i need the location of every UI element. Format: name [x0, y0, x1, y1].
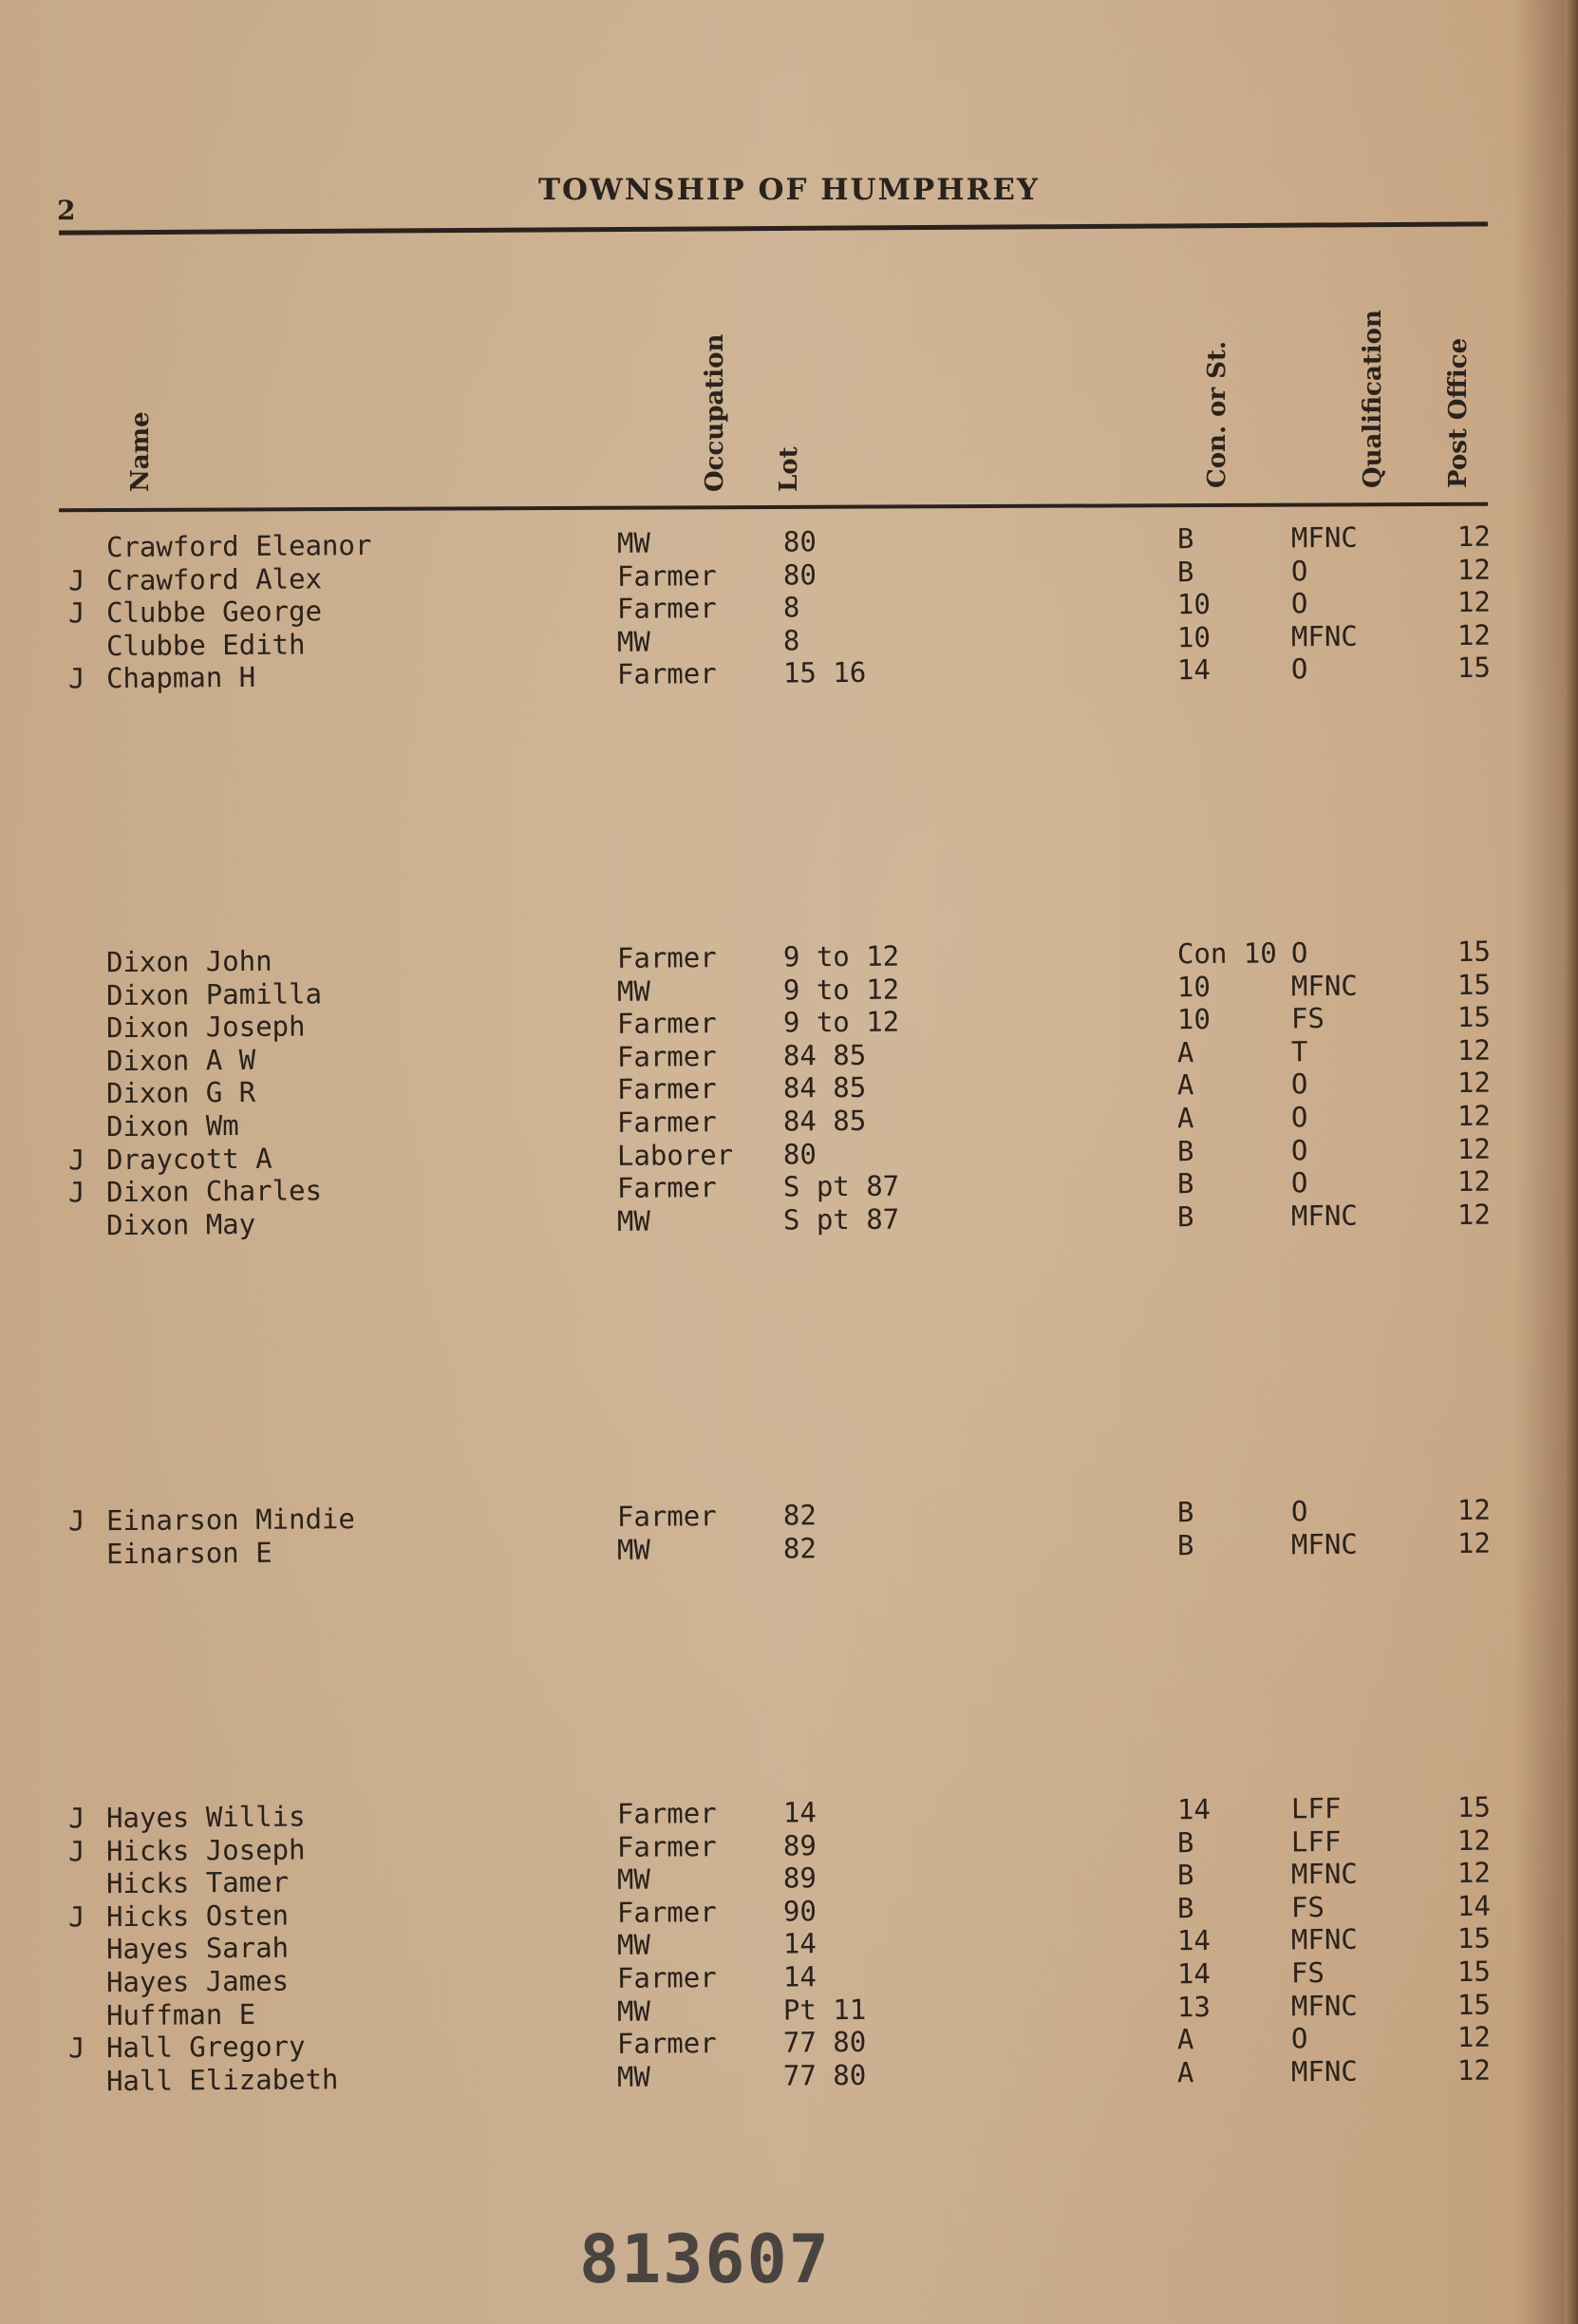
row-lot: 8 — [782, 624, 800, 657]
row-post-office: 12 — [1456, 1164, 1491, 1199]
row-occupation: Farmer — [616, 1039, 717, 1073]
row-name: Hall Gregory — [105, 2030, 306, 2065]
row-con: B — [1176, 1891, 1194, 1925]
row-lot: 14 — [782, 1960, 817, 1993]
row-occupation: Farmer — [616, 2027, 717, 2061]
row-con: A — [1176, 1102, 1194, 1135]
row-lot: 14 — [782, 1796, 817, 1829]
row-qualification: MFNC — [1290, 1857, 1358, 1891]
row-post-office: 12 — [1456, 553, 1491, 586]
row-name: Dixon Pamilla — [105, 976, 323, 1011]
row-con: 10 — [1176, 970, 1212, 1003]
row-post-office: 12 — [1456, 1099, 1491, 1132]
row-prefix: J — [67, 1176, 85, 1209]
row-post-office: 15 — [1456, 1988, 1491, 2021]
row-post-office: 12 — [1456, 1823, 1491, 1857]
row-post-office: 12 — [1456, 1493, 1491, 1526]
row-qualification: O — [1290, 554, 1308, 587]
row-name: Hicks Joseph — [105, 1833, 306, 1867]
row-qualification: O — [1290, 1101, 1308, 1134]
row-qualification: MFNC — [1290, 520, 1358, 555]
row-qualification: O — [1290, 587, 1308, 620]
row-occupation: MW — [616, 526, 651, 559]
row-lot: 14 — [782, 1927, 817, 1960]
row-occupation: Farmer — [616, 1007, 717, 1041]
row-con: A — [1176, 1068, 1194, 1102]
row-post-office: 12 — [1456, 520, 1491, 553]
column-header-lot: Lot — [775, 446, 803, 492]
row-post-office: 12 — [1456, 2020, 1491, 2054]
header-rule-top — [59, 221, 1488, 235]
row-post-office: 14 — [1456, 1889, 1491, 1922]
row-occupation: Farmer — [616, 1961, 717, 1994]
row-lot: 15 16 — [782, 656, 867, 690]
serial-stamp: 813607 — [579, 2220, 831, 2298]
row-con: A — [1176, 2023, 1194, 2056]
column-header-occupation: Occupation — [701, 333, 729, 492]
row-prefix: J — [67, 563, 85, 597]
page-number: 2 — [57, 195, 76, 226]
row-post-office: 12 — [1456, 1856, 1491, 1890]
row-con: B — [1176, 1134, 1194, 1167]
row-post-office: 15 — [1456, 1955, 1491, 1988]
row-con: Con 10 — [1176, 936, 1277, 971]
row-post-office: 15 — [1456, 652, 1491, 685]
row-occupation: Farmer — [616, 558, 717, 593]
row-occupation: Farmer — [616, 1829, 717, 1863]
row-name: Hicks Osten — [105, 1899, 290, 1933]
column-header-con: Con. or St. — [1203, 341, 1231, 488]
row-lot: 80 — [782, 557, 817, 592]
row-occupation: Farmer — [616, 1171, 717, 1205]
row-name: Hall Elizabeth — [105, 2062, 339, 2097]
row-occupation: Farmer — [616, 592, 717, 626]
row-lot: 84 85 — [782, 1104, 867, 1138]
row-lot: 9 to 12 — [782, 973, 900, 1007]
row-qualification: O — [1290, 652, 1308, 686]
row-name: Hicks Tamer — [105, 1865, 290, 1900]
row-name: Dixon John — [105, 944, 272, 979]
row-con: 14 — [1176, 1956, 1212, 1991]
row-lot: 82 — [782, 1531, 817, 1565]
row-qualification: MFNC — [1290, 2054, 1358, 2088]
row-post-office: 12 — [1456, 1526, 1491, 1559]
row-post-office: 12 — [1456, 618, 1491, 652]
row-prefix: J — [67, 662, 85, 695]
row-post-office: 12 — [1456, 585, 1491, 619]
row-lot: 80 — [782, 1137, 817, 1171]
row-qualification: O — [1290, 936, 1308, 970]
row-name: Dixon G R — [105, 1076, 256, 1110]
row-qualification: FS — [1290, 1002, 1325, 1035]
row-occupation: MW — [616, 974, 651, 1008]
column-header-name: Name — [126, 411, 155, 492]
row-lot: 77 80 — [782, 2026, 867, 2059]
row-name: Hayes Sarah — [105, 1932, 290, 1966]
row-lot: 77 80 — [782, 2058, 867, 2092]
row-qualification: MFNC — [1290, 619, 1358, 653]
row-post-office: 12 — [1456, 1198, 1491, 1231]
row-qualification: MFNC — [1290, 969, 1358, 1002]
row-post-office: 12 — [1456, 1033, 1491, 1067]
row-qualification: O — [1290, 1495, 1308, 1528]
row-occupation: Farmer — [616, 1500, 717, 1533]
row-name: Chapman H — [105, 661, 256, 695]
row-qualification: MFNC — [1290, 1923, 1358, 1956]
row-occupation: Farmer — [616, 1895, 717, 1929]
row-con: 10 — [1176, 620, 1212, 654]
row-con: 14 — [1176, 1792, 1212, 1826]
row-post-office: 12 — [1456, 1132, 1491, 1165]
row-name: Dixon A W — [105, 1043, 256, 1077]
row-post-office: 15 — [1456, 1922, 1491, 1956]
row-lot: 84 85 — [782, 1071, 867, 1105]
row-prefix: J — [67, 1802, 85, 1835]
row-con: B — [1176, 522, 1194, 556]
row-con: 14 — [1176, 653, 1212, 687]
row-occupation: MW — [616, 2060, 651, 2093]
row-qualification: O — [1290, 2022, 1308, 2055]
row-lot: 8 — [782, 591, 800, 624]
row-lot: S pt 87 — [782, 1169, 900, 1203]
row-post-office: 15 — [1456, 1000, 1491, 1034]
row-con: B — [1176, 1859, 1194, 1892]
row-qualification: MFNC — [1290, 1527, 1358, 1560]
row-lot: 90 — [782, 1895, 817, 1928]
column-header-qualification: Qualification — [1359, 310, 1387, 488]
row-name: Draycott A — [105, 1142, 272, 1176]
row-qualification: T — [1290, 1034, 1308, 1068]
row-occupation: Farmer — [616, 1105, 717, 1139]
row-con: A — [1176, 1035, 1194, 1069]
row-prefix: J — [67, 1900, 85, 1934]
row-con: B — [1176, 1825, 1194, 1859]
row-qualification: O — [1290, 1133, 1308, 1166]
row-name: Hayes Willis — [105, 1800, 306, 1835]
row-name: Dixon Charles — [105, 1174, 323, 1209]
row-lot: S pt 87 — [782, 1202, 900, 1237]
row-lot: 84 85 — [782, 1038, 867, 1072]
row-occupation: MW — [616, 1929, 651, 1962]
row-post-office: 15 — [1456, 968, 1491, 1001]
row-occupation: Farmer — [616, 1072, 717, 1106]
row-occupation: MW — [616, 1533, 651, 1566]
row-occupation: Laborer — [616, 1138, 734, 1172]
row-name: Clubbe George — [105, 595, 323, 630]
row-con: A — [1176, 2055, 1194, 2089]
column-header-post-office: Post Office — [1444, 337, 1473, 488]
row-lot: 80 — [782, 525, 817, 558]
row-occupation: Farmer — [616, 1797, 717, 1830]
row-name: Einarson E — [105, 1536, 272, 1570]
row-con: 10 — [1176, 1003, 1212, 1036]
row-name: Einarson Mindie — [105, 1502, 356, 1538]
row-occupation: MW — [616, 1204, 651, 1238]
row-qualification: FS — [1290, 1956, 1325, 1990]
row-name: Crawford Eleanor — [105, 528, 372, 564]
row-lot: 9 to 12 — [782, 939, 900, 973]
row-lot: Pt 11 — [782, 1993, 867, 2027]
row-con: B — [1176, 1528, 1194, 1561]
row-lot: 89 — [782, 1828, 817, 1862]
row-post-office: 12 — [1456, 1067, 1491, 1100]
row-qualification: LFF — [1290, 1824, 1342, 1858]
row-occupation: MW — [616, 1862, 651, 1897]
row-occupation: Farmer — [616, 941, 717, 974]
row-qualification: MFNC — [1290, 1199, 1358, 1233]
row-occupation: MW — [616, 625, 651, 658]
row-con: B — [1176, 1496, 1194, 1529]
row-name: Huffman E — [105, 1997, 256, 2031]
row-lot: 89 — [782, 1861, 817, 1895]
row-lot: 9 to 12 — [782, 1005, 900, 1039]
row-con: B — [1176, 1167, 1194, 1200]
row-prefix: J — [67, 2031, 85, 2065]
row-prefix: J — [67, 1143, 85, 1177]
row-occupation: MW — [616, 1994, 651, 2028]
row-qualification: LFF — [1290, 1791, 1342, 1825]
row-name: Dixon Wm — [105, 1109, 239, 1143]
row-con: B — [1176, 1200, 1194, 1234]
row-name: Dixon Joseph — [105, 1010, 306, 1045]
row-occupation: Farmer — [616, 657, 717, 691]
row-con: 14 — [1176, 1924, 1212, 1957]
row-con: B — [1176, 555, 1194, 588]
row-prefix: J — [67, 1504, 85, 1538]
row-name: Dixon May — [105, 1207, 256, 1241]
row-post-office: 15 — [1456, 1790, 1491, 1823]
row-name: Hayes James — [105, 1964, 290, 1999]
row-post-office: 12 — [1456, 2053, 1491, 2087]
row-name: Crawford Alex — [105, 561, 323, 596]
row-post-office: 15 — [1456, 935, 1491, 968]
row-qualification: FS — [1290, 1890, 1325, 1924]
row-qualification: O — [1290, 1068, 1308, 1101]
row-prefix: J — [67, 596, 85, 630]
row-name: Clubbe Edith — [105, 628, 306, 662]
row-con: 10 — [1176, 588, 1212, 621]
row-prefix: J — [67, 1834, 85, 1868]
page-title: TOWNSHIP OF HUMPHREY — [537, 173, 1041, 207]
row-con: 13 — [1176, 1990, 1212, 2023]
row-lot: 82 — [782, 1499, 817, 1532]
row-qualification: O — [1290, 1166, 1308, 1200]
header-rule-bottom — [59, 502, 1488, 513]
row-qualification: MFNC — [1290, 1989, 1358, 2022]
